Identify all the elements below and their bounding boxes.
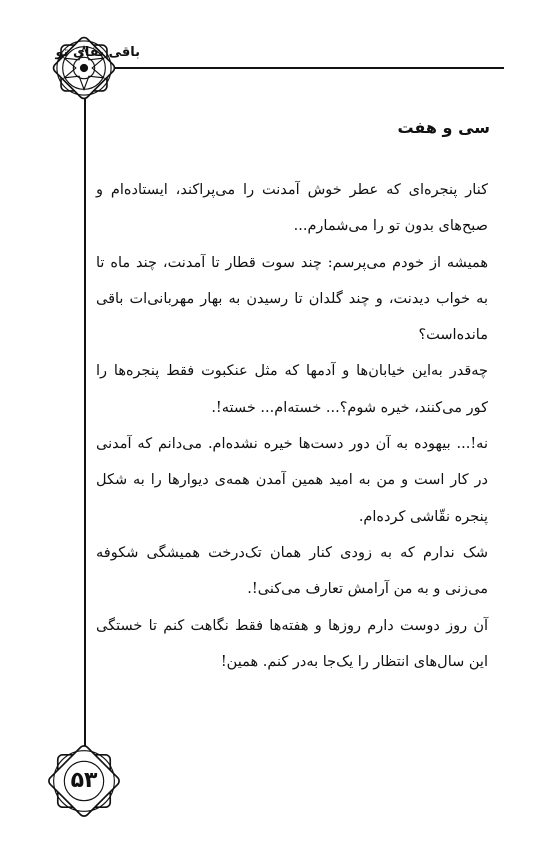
body-text <box>96 172 488 680</box>
running-header-book-title: باقی بقای تو <box>55 45 140 60</box>
page-number: ۵۳ <box>70 768 98 793</box>
header-rule <box>85 67 504 69</box>
paragraph: کنار پنجره‌ای که عطر خوش آمدنت را می‌پراکند، ایستاده‌ام و صبح‌های بدون تو را می‌شمارم... <box>96 182 488 235</box>
rosette-ornament-icon <box>43 27 125 109</box>
paragraph: نه!... بیهوده به آن دور دست‌ها خیره نشده‌ام. می‌دانم که آمدنی در کار است و من به امید همین آمدن همه‌ی دیوارها را به شکل پنجره نقّاشی کرده‌ام. <box>96 436 488 525</box>
margin-rule <box>84 68 86 776</box>
paragraph: شک ندارم که به زودی کنار همان تک‌درخت همیشگی شکوفه می‌زنی و به من آرامش تعارف می‌کنی!. <box>96 544 488 598</box>
paragraph: چه‌قدر به‌این خیابان‌ها و آدمها که مثل عنکبوت فقط پنجره‌ها را کور می‌کنند، خیره شوم؟... خسته‌ام... خسته!. <box>96 363 488 416</box>
paragraph: آن روز دوست دارم روزها و هفته‌ها فقط نگاهت کنم تا خستگی این سال‌های انتظار را یک‌جا به‌در کنم. همین! <box>96 617 488 670</box>
chapter-title: سی و هفت <box>397 118 490 137</box>
paragraph: همیشه از خودم می‌پرسم: چند سوت قطار تا آمدنت، چند ماه تا به خواب دیدنت، و چند گلدان تا رسیدن به بهار مهربانی‌ات باقی مانده‌است؟ <box>96 254 488 344</box>
